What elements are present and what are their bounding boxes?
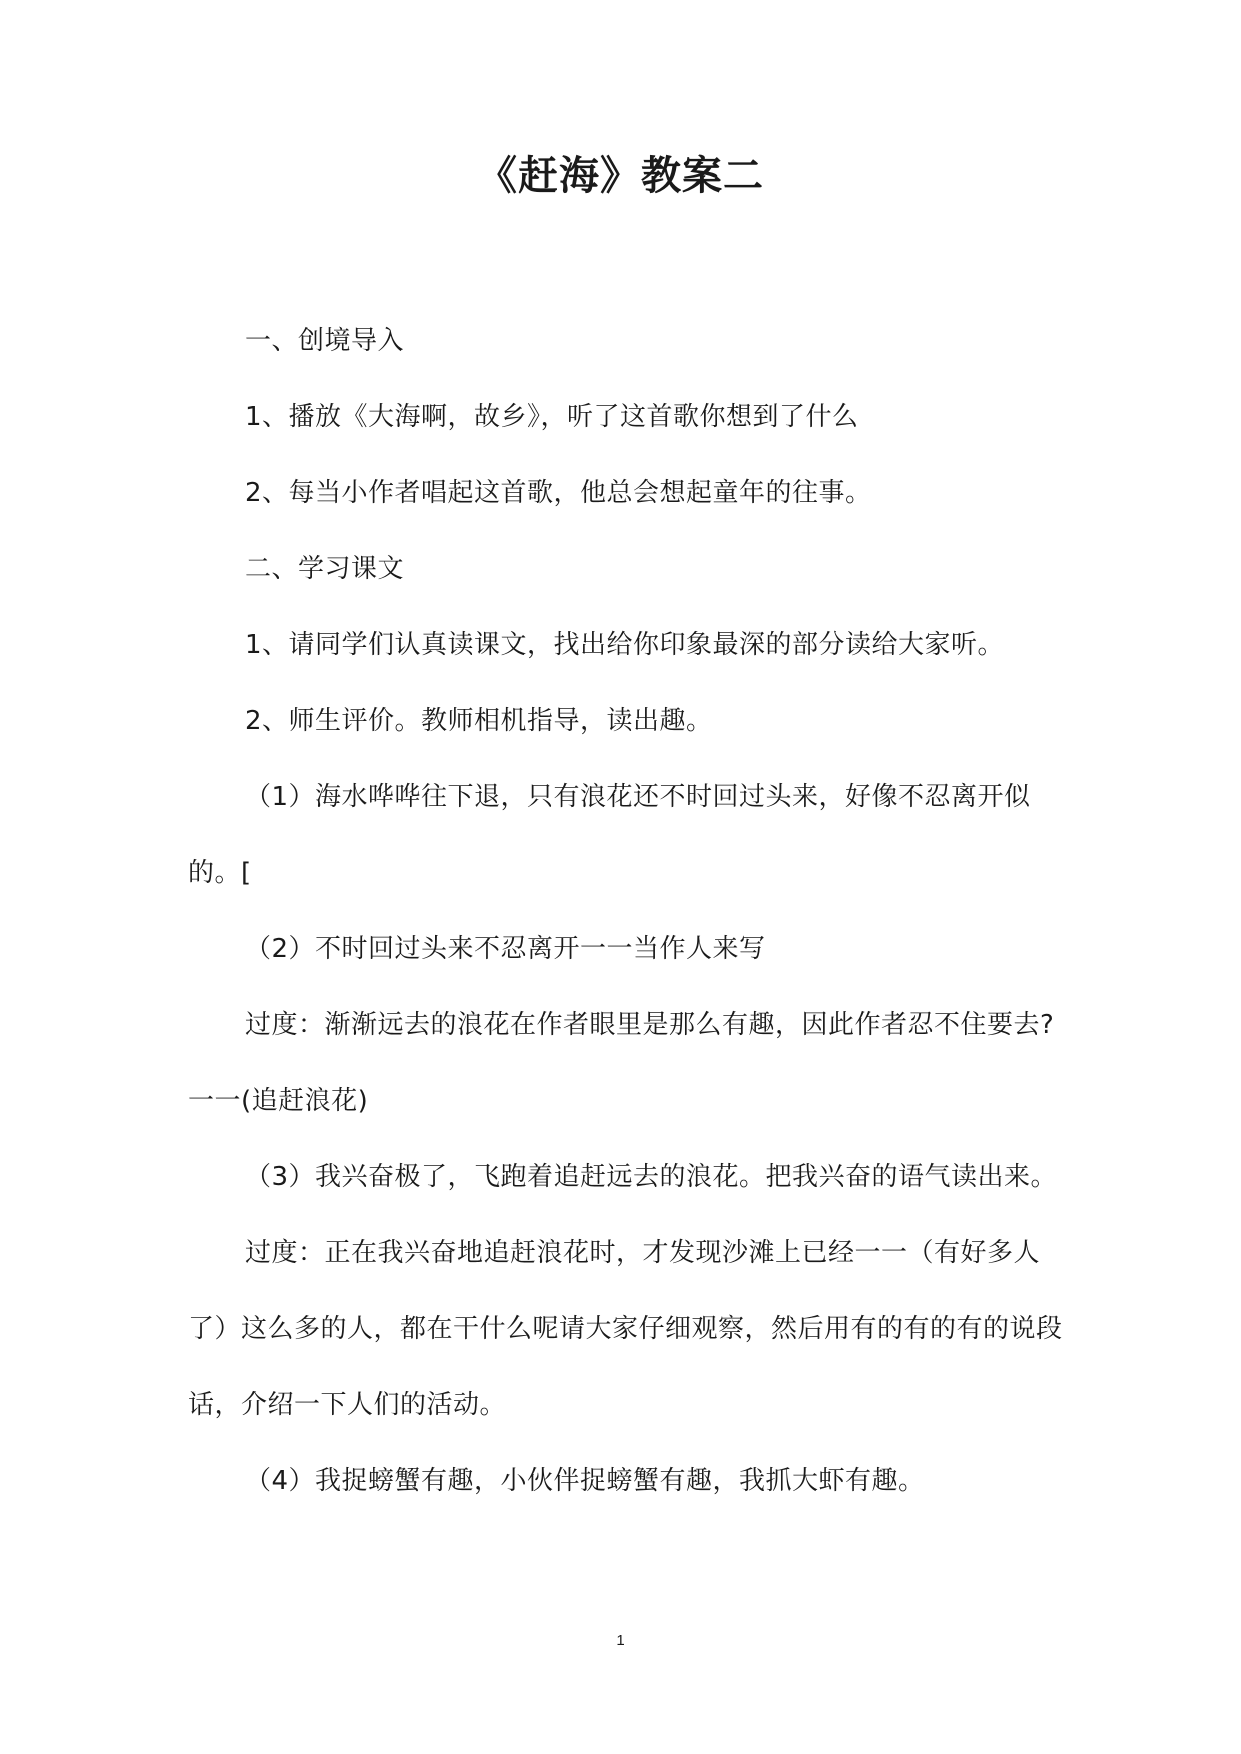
paragraph: 1、播放《大海啊，故乡》，听了这首歌你想到了什么: [245, 402, 859, 432]
document-body: [188, 322, 1068, 1538]
document-title: 《赶海》教案二: [477, 153, 764, 199]
paragraph: 过度：正在我兴奋地追赶浪花时，才发现沙滩上已经一一（有好多人了）这么多的人，都在干什么呢请大家仔细观察，然后用有的有的有的说段话，介绍一下人们的活动。: [188, 1238, 1063, 1420]
paragraph: （1）海水哗哗往下退，只有浪花还不时回过头来，好像不忍离开似的。[: [188, 782, 1031, 888]
paragraph: （4）我捉螃蟹有趣，小伙伴捉螃蟹有趣，我抓大虾有趣。: [245, 1466, 925, 1496]
paragraph: 二、学习课文: [245, 554, 405, 584]
paragraph: 2、每当小作者唱起这首歌，他总会想起童年的往事。: [245, 478, 872, 508]
paragraph: 过度：渐渐远去的浪花在作者眼里是那么有趣，因此作者忍不住要去?一一(追赶浪花): [188, 1010, 1055, 1116]
paragraph: （2）不时回过头来不忍离开一一当作人来写: [245, 934, 766, 964]
paragraph: 1、请同学们认真读课文，找出给你印象最深的部分读给大家听。: [245, 630, 1005, 660]
paragraph: 一、创境导入: [245, 326, 405, 356]
page-number: 1: [616, 1632, 625, 1649]
paragraph: （3）我兴奋极了，飞跑着追赶远去的浪花。把我兴奋的语气读出来。: [245, 1162, 1058, 1192]
paragraph: 2、师生评价。教师相机指导，读出趣。: [245, 706, 713, 736]
